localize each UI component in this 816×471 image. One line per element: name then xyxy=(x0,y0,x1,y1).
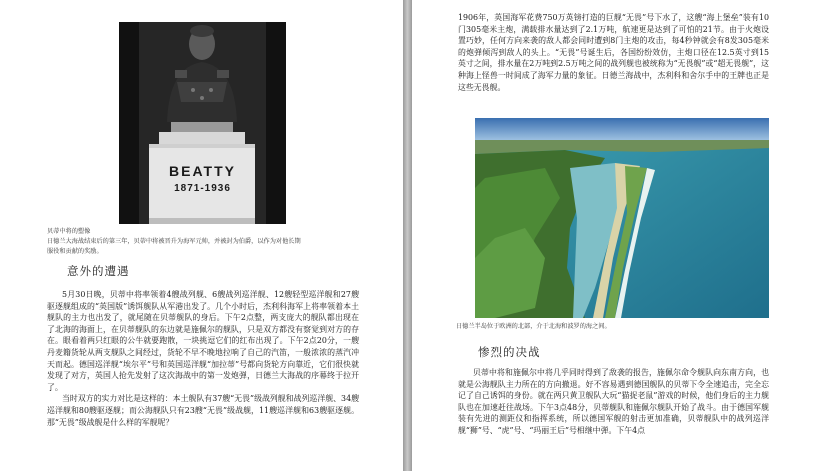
caption-line: 日德兰大海战结束后的第三年，贝蒂中将被晋升为海军元帅，并被封为伯爵，以作为对他长期 xyxy=(47,238,301,245)
paragraph: 5月30日晚，贝蒂中将率领着4艘战列舰、6艘战列巡洋舰、12艘轻型巡洋舰和27艘驱逐舰组成的“英国版”诱饵舰队从军港出发了。几个小时后，杰利科海军上将率领着本土舰队的主力也出发了，就尾随在贝蒂舰队的身后。下午2点整，两支庞大的舰队都出现在了北海的海面上，在贝蒂舰队的东边就是施佩尔的舰队，只是双方都没有察觉到对方的存在。眼看着两只红眼的公牛就要跑散，一块挑逗它们的红布出现了。下午2点20分，一艘丹麦籍货轮从两支舰队之间经过，货轮不早不晚地拉响了自己的汽笛，一般浓浓的蒸汽冲天而起。德国巡洋舰“埃尔平”号和英国巡洋舰“加拉蒂”号都向货轮方向靠近，它们很快就发现了对方，英国人抢先发射了这次海战中的第一发炮弹，日德兰大海战的序幕终于拉开了。 xyxy=(47,290,359,392)
photo-caption xyxy=(47,227,377,257)
page-gutter xyxy=(403,0,412,471)
section-heading-right: 惨烈的决战 xyxy=(478,345,541,359)
caption-line: 服役和贡献的奖励。 xyxy=(47,248,103,255)
body-text-bottom xyxy=(458,367,769,471)
photo-caption-right: 日德兰半岛位于欧洲的北部，介于北海和波罗的海之间。 xyxy=(456,323,611,330)
jutland-aerial-photo xyxy=(475,118,769,318)
section-heading: 意外的遭遇 xyxy=(67,264,130,278)
paragraph: 1906年，英国海军花费750万英镑打造的巨舰“无畏”号下水了，这艘“海上堡垒”装有10门305毫米主炮，满载排水量达到了2.1万吨，航速更是达到了可怕的21节。由于火炮设置巧妙，任何方向来袭的敌人都会同时遭到8门主炮的攻击，每4秒钟就会有8发305毫米的炮弹倾泻到敌人的头上。“无畏”号诞生后，各国纷纷效仿，主炮口径在12.5英寸到15英寸之间，排水量在2万吨到2.5万吨之间的战列舰也被统称为“无畏舰”或“超无畏舰”，这种海上怪兽一时间成了海军力量的象征。日德兰海战中，杰利科和舍尔手中的王牌也正是这些无畏舰。 xyxy=(458,13,769,92)
caption-line: 贝蒂中将的塑像 xyxy=(47,228,91,235)
paragraph: 贝蒂中将和施佩尔中将几乎同时得到了敌袭的报告，施佩尔命令舰队向东南方向，也就是公海舰队主力所在的方向撤退。好不容易遇到德国舰队的贝蒂下令全速追击，完全忘记了自己诱饵的身份。就在两只黄卫舰队大玩“猫捉老鼠”游戏的时候，他们身后的主力舰队也在加速赶往战场。下午3点48分，贝蒂舰队和施佩尔舰队开始了战斗。由于德国军舰装有先进的测距仪和指挥系统，所以德国军舰的射击更加准确，贝蒂舰队中的战列巡洋舰“狮”号、“虎”号、“玛丽王后”号相继中弹。下午4点 xyxy=(458,368,769,435)
body-text xyxy=(47,289,359,471)
body-text-top xyxy=(458,12,769,118)
inscription-years: 1871-1936 xyxy=(174,183,231,194)
beatty-bust-photo xyxy=(119,22,286,224)
inscription-name: BEATTY xyxy=(169,163,236,179)
paragraph: 当时双方的实力对比是这样的：本土舰队有37艘“无畏”级战列舰和战列巡洋舰、34艘巡洋舰和80艘驱逐舰；而公海舰队只有23艘“无畏”级战舰，11艘巡洋舰和63艘驱逐舰。那“无畏”级战舰是什么样的军舰呢？ xyxy=(47,394,359,427)
